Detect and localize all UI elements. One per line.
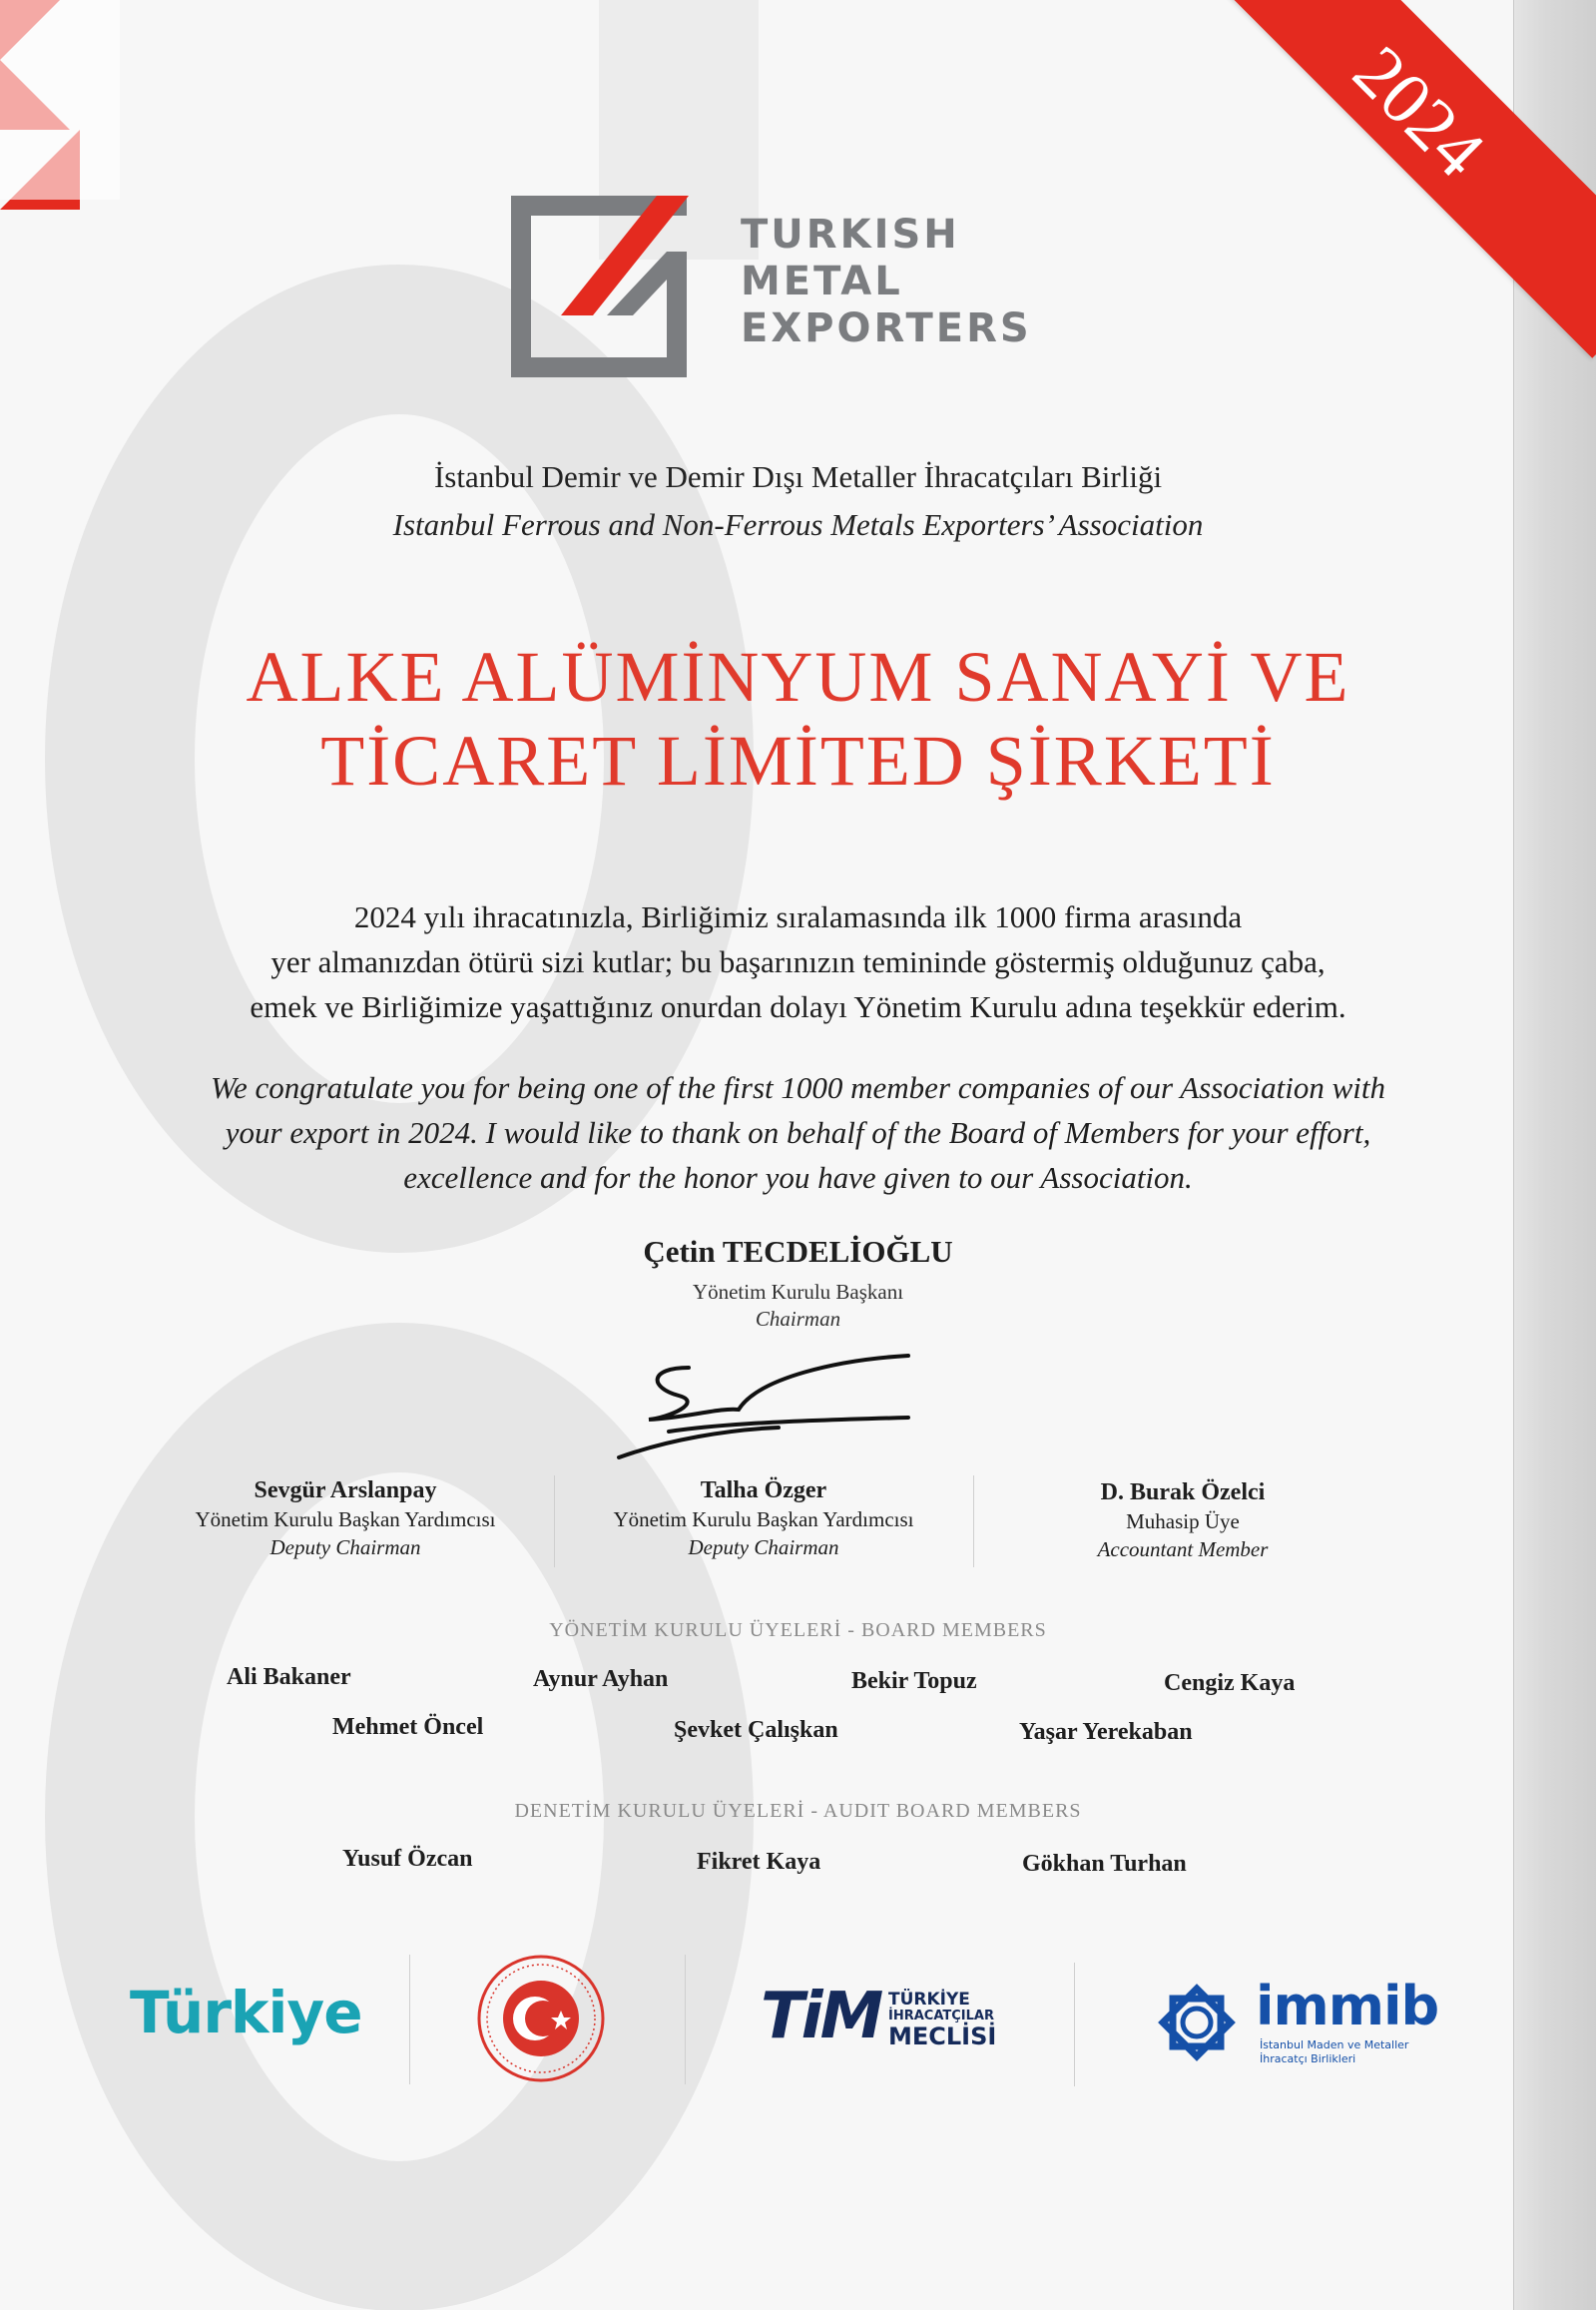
officer-title-tr: Muhasip Üye xyxy=(1126,1509,1240,1533)
logo-divider xyxy=(685,1955,686,2084)
message-en-line: We congratulate you for being one of the first 1000 member companies of our Association with xyxy=(210,1070,1386,1105)
tim-line-1: TÜRKİYE xyxy=(888,1990,970,2010)
logo-wordmark xyxy=(741,212,1032,352)
immib-star-icon xyxy=(1151,1977,1243,2068)
immib-subtitle-line-2: İhracatçı Birlikleri xyxy=(1260,2052,1356,2065)
logo-line-3: EXPORTERS xyxy=(741,305,1032,351)
board-member: Bekir Topuz xyxy=(851,1668,977,1694)
tim-wordmark xyxy=(888,1991,996,2049)
immib-mark: immib xyxy=(1256,1975,1439,2037)
chairman-title-tr: Yönetim Kurulu Başkanı xyxy=(692,1280,904,1304)
message-tr-line: yer almanızdan ötürü sizi kutlar; bu başarınızın temininde göstermiş olduğunuz çaba, xyxy=(270,944,1326,979)
audit-member: Fikret Kaya xyxy=(697,1849,821,1875)
board-member: Aynur Ayhan xyxy=(533,1666,669,1692)
message-en-line: excellence and for the honor you have given to our Association. xyxy=(403,1160,1193,1195)
audit-member: Yusuf Özcan xyxy=(342,1846,473,1872)
logo-divider xyxy=(1074,1963,1075,2086)
officer-title-en: Deputy Chairman xyxy=(688,1535,839,1559)
association-name-en: Istanbul Ferrous and Non-Ferrous Metals Exporters’ Association xyxy=(392,507,1204,542)
officer-block xyxy=(554,1475,973,1561)
audit-members-heading: DENETİM KURULU ÜYELERİ - AUDIT BOARD MEMBERS xyxy=(514,1800,1082,1822)
board-member: Mehmet Öncel xyxy=(332,1714,484,1740)
message-en xyxy=(0,1065,1596,1200)
officer-title-tr: Yönetim Kurulu Başkan Yardımcısı xyxy=(195,1507,496,1531)
officer-block xyxy=(973,1477,1392,1563)
association-name-tr: İstanbul Demir ve Demir Dışı Metaller İhracatçıları Birliği xyxy=(433,459,1163,494)
immib-subtitle xyxy=(1260,2038,1408,2066)
board-member: Yaşar Yerekaban xyxy=(1019,1719,1193,1745)
board-member: Cengiz Kaya xyxy=(1164,1670,1296,1696)
logo-line-1: TURKISH xyxy=(741,212,960,258)
message-tr-line: emek ve Birliğimize yaşattığınız onurdan dolayı Yönetim Kurulu adına teşekkür ederim. xyxy=(250,989,1346,1024)
board-member: Ali Bakaner xyxy=(227,1664,351,1690)
audit-member: Gökhan Turhan xyxy=(1022,1851,1187,1877)
message-tr xyxy=(0,894,1596,1029)
officer-title-en: Deputy Chairman xyxy=(269,1535,421,1559)
recipient-company xyxy=(0,635,1596,803)
chairman-name: Çetin TECDELİOĞLU xyxy=(643,1234,953,1269)
officer-title-tr: Yönetim Kurulu Başkan Yardımcısı xyxy=(613,1507,914,1531)
chairman-signature xyxy=(609,1348,918,1467)
message-en-line: your export in 2024. I would like to thank on behalf of the Board of Members for your effort, xyxy=(225,1115,1371,1150)
turkiye-logo: Türkiye xyxy=(130,1979,362,2046)
officer-block xyxy=(136,1475,555,1561)
officer-title-en: Accountant Member xyxy=(1097,1537,1269,1561)
board-member: Şevket Çalışkan xyxy=(674,1717,838,1743)
recipient-line-2: TİCARET LİMİTED ŞİRKETİ xyxy=(320,721,1276,801)
year-badge: 2024 xyxy=(1337,30,1500,194)
officer-name: Talha Özger xyxy=(700,1477,827,1503)
officer-name: Sevgür Arslanpay xyxy=(254,1477,437,1503)
logo-divider xyxy=(409,1955,410,2084)
logo-line-2: METAL xyxy=(741,259,903,304)
board-members-heading: YÖNETİM KURULU ÜYELERİ - BOARD MEMBERS xyxy=(549,1619,1047,1641)
chairman-title-en: Chairman xyxy=(755,1307,841,1331)
tim-line-2: İHRACATÇILAR xyxy=(888,2009,994,2023)
immib-subtitle-line-1: İstanbul Maden ve Metaller xyxy=(1260,2038,1409,2051)
tim-mark: TiM xyxy=(761,1980,881,2053)
recipient-line-1: ALKE ALÜMİNYUM SANAYİ VE xyxy=(246,637,1350,717)
tim-line-3: MECLİSİ xyxy=(888,2022,997,2050)
officer-name: D. Burak Özelci xyxy=(1100,1479,1266,1505)
trade-ministry-seal-icon xyxy=(475,1953,607,2084)
message-tr-line: 2024 yılı ihracatınızla, Birliğimiz sıralamasında ilk 1000 firma arasında xyxy=(353,899,1243,934)
